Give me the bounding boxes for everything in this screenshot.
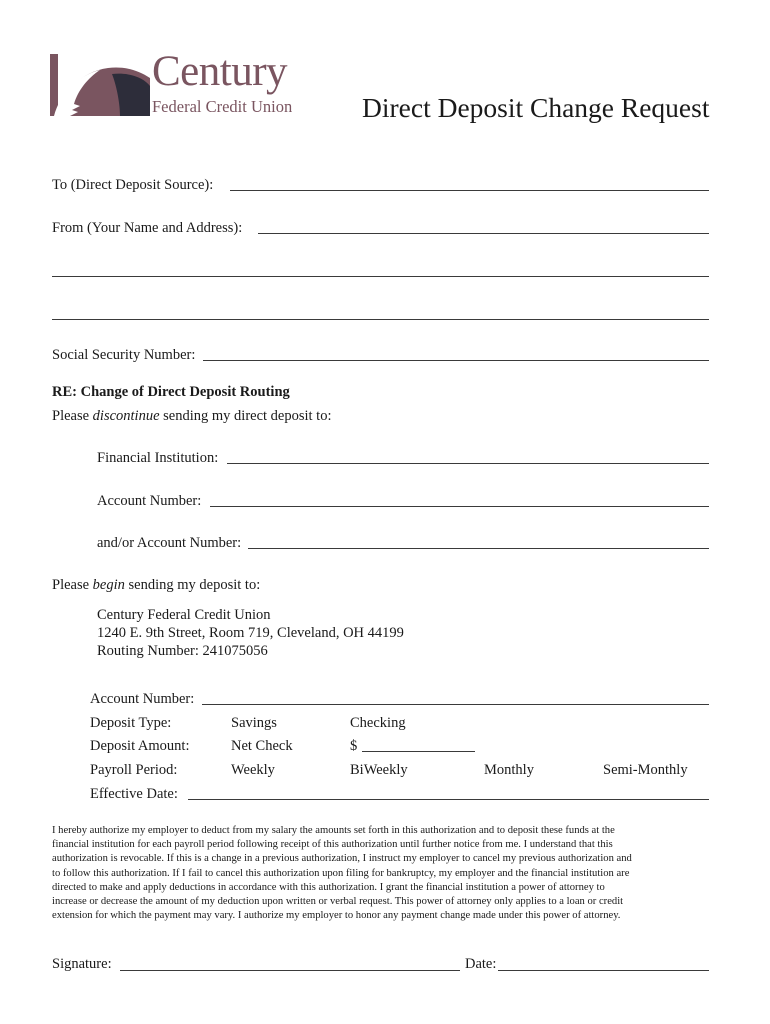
effective-date-label: Effective Date: bbox=[90, 786, 178, 802]
cfcu-name: Century Federal Credit Union bbox=[97, 607, 271, 623]
authorization-line: authorization is revocable. If this is a change in a previous authorization, I instruct my employer to cancel my previous authorization and bbox=[52, 853, 632, 865]
dollar-sign: $ bbox=[350, 738, 358, 754]
authorization-line: financial institution for each payroll period following receipt of this authorization until further notice from me. I understand that this bbox=[52, 839, 613, 851]
begin-emphasis: begin bbox=[92, 577, 125, 593]
discontinue-emphasis: discontinue bbox=[92, 408, 160, 424]
cfcu-address: 1240 E. 9th Street, Room 719, Cleveland, OH 44199 bbox=[97, 625, 404, 641]
from-label: From (Your Name and Address): bbox=[52, 220, 243, 236]
payroll-period-label: Payroll Period: bbox=[90, 762, 178, 778]
date-field[interactable] bbox=[498, 970, 709, 971]
authorization-paragraph bbox=[52, 824, 720, 923]
deposit-amount-field[interactable] bbox=[362, 751, 475, 752]
deposit-type-label: Deposit Type: bbox=[90, 715, 172, 731]
ssn-field[interactable] bbox=[203, 360, 709, 361]
deposit-amount-label: Deposit Amount: bbox=[90, 738, 190, 754]
re-heading: RE: Change of Direct Deposit Routing bbox=[52, 384, 290, 400]
authorization-line: I hereby authorize my employer to deduct from my salary the amounts set forth in this authorization and to deposit these funds at the bbox=[52, 825, 615, 836]
page-title: Direct Deposit Change Request bbox=[362, 92, 710, 123]
payroll-semimonthly-option[interactable]: Semi-Monthly bbox=[603, 762, 688, 778]
to-field[interactable] bbox=[230, 190, 709, 191]
authorization-line: to follow this authorization. If I fail to cancel this authorization upon filing for bankruptcy, my employer and the financial institution are bbox=[52, 867, 630, 879]
century-logo-icon bbox=[50, 54, 150, 116]
address-line-1-field[interactable] bbox=[52, 276, 709, 277]
deposit-amount-net-option[interactable]: Net Check bbox=[231, 738, 293, 754]
ssn-label: Social Security Number: bbox=[52, 347, 196, 363]
financial-institution-label: Financial Institution: bbox=[97, 450, 219, 466]
from-field[interactable] bbox=[258, 233, 709, 234]
deposit-type-checking-option[interactable]: Checking bbox=[350, 715, 406, 731]
payroll-monthly-option[interactable]: Monthly bbox=[484, 762, 534, 778]
new-account-number-label: Account Number: bbox=[90, 691, 195, 707]
deposit-type-savings-option[interactable]: Savings bbox=[231, 715, 277, 731]
financial-institution-field[interactable] bbox=[227, 463, 709, 464]
effective-date-field[interactable] bbox=[188, 799, 709, 800]
signature-field[interactable] bbox=[120, 970, 460, 971]
routing-number: Routing Number: 241075056 bbox=[97, 643, 268, 659]
signature-label: Signature: bbox=[52, 956, 112, 972]
date-label: Date: bbox=[465, 956, 497, 972]
new-account-number-field[interactable] bbox=[202, 704, 709, 705]
alt-account-number-field[interactable] bbox=[248, 548, 709, 549]
address-line-2-field[interactable] bbox=[52, 319, 709, 320]
brand-name: Century bbox=[152, 48, 288, 95]
payroll-weekly-option[interactable]: Weekly bbox=[231, 762, 275, 778]
old-account-number-label: Account Number: bbox=[97, 493, 202, 509]
old-account-number-field[interactable] bbox=[210, 506, 709, 507]
brand-subtitle: Federal Credit Union bbox=[152, 97, 293, 116]
payroll-biweekly-option[interactable]: BiWeekly bbox=[350, 762, 408, 778]
authorization-line: increase or decrease the amount of my deduction upon written or verbal request. This power of attorney only applies to a loan or credit bbox=[52, 896, 624, 908]
authorization-line: directed to make and apply deductions in accordance with this authorization. I grant the financial institution a power of attorney to bbox=[52, 881, 605, 893]
alt-account-number-label: and/or Account Number: bbox=[97, 535, 242, 551]
authorization-line: extension for which the payment may vary. I authorize my employer to honor any payment change made under this power of attorney. bbox=[52, 910, 621, 922]
begin-text: Please begin sending my deposit to: bbox=[52, 577, 261, 593]
discontinue-text: Please discontinue sending my direct deposit to: bbox=[52, 408, 332, 424]
to-label: To (Direct Deposit Source): bbox=[52, 177, 214, 193]
